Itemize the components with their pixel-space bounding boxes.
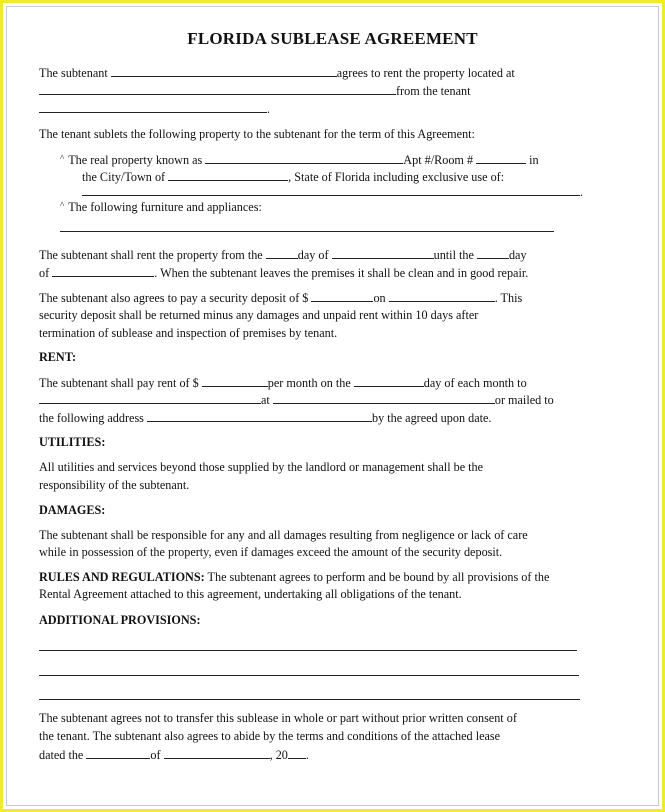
property-address-field[interactable] xyxy=(39,83,396,95)
term-text: day of xyxy=(297,248,329,262)
intro-text: from the tenant xyxy=(396,84,471,98)
rules-line-2: Rental Agreement attached to this agreement, undertaking all obligations of the tenant. xyxy=(39,587,462,601)
rent-text: the following address xyxy=(39,411,144,425)
apt-room-field[interactable] xyxy=(476,152,526,164)
term-line-2 xyxy=(39,265,528,280)
deposit-line-1 xyxy=(39,290,522,305)
rent-line-3 xyxy=(39,410,491,425)
additional-field-2[interactable] xyxy=(39,675,579,676)
term-text: day xyxy=(508,248,527,262)
deposit-amount-field[interactable] xyxy=(311,290,373,302)
utilities-line-2: responsibility of the subtenant. xyxy=(39,478,190,492)
rent-address-field[interactable] xyxy=(147,410,372,422)
property-lead: The tenant sublets the following property to the subtenant for the term of this Agreement: xyxy=(39,127,475,141)
bullet-mark: ^ xyxy=(60,153,65,163)
additional-field-1[interactable] xyxy=(39,650,577,651)
property-bullet-1-line-3 xyxy=(82,184,583,199)
intro-line-1 xyxy=(39,65,515,80)
closing-text: , 20 xyxy=(269,748,288,762)
intro-text: agrees to rent the property located at xyxy=(336,66,515,80)
exclusive-use-field[interactable] xyxy=(82,184,580,196)
rules-line-1 xyxy=(39,570,549,584)
end-month-field[interactable] xyxy=(52,265,154,277)
property-text: the City/Town of xyxy=(82,170,166,184)
bullet-mark: ^ xyxy=(60,200,65,210)
rent-text: or mailed to xyxy=(494,393,554,407)
property-text: The real property known as xyxy=(68,153,203,167)
deposit-line-3: termination of sublease and inspection of premises by tenant. xyxy=(39,326,338,340)
intro-text: The subtenant xyxy=(39,66,108,80)
start-month-field[interactable] xyxy=(332,247,434,259)
property-text: . xyxy=(580,185,584,199)
deposit-text: . This xyxy=(494,291,523,305)
damages-line-2: while in possession of the property, even if damages exceed the amount of the security deposit. xyxy=(39,545,503,559)
rent-text: per month on the xyxy=(267,376,351,390)
subtenant-name-field[interactable] xyxy=(111,65,337,77)
property-bullet-2 xyxy=(60,200,262,215)
intro-line-2 xyxy=(39,83,470,98)
closing-text: of xyxy=(150,748,161,762)
property-text: Apt #/Room # xyxy=(403,153,474,167)
closing-line-3 xyxy=(39,747,309,762)
utilities-heading: UTILITIES: xyxy=(39,435,106,449)
deposit-text: on xyxy=(373,291,386,305)
closing-text: . xyxy=(305,748,309,762)
rent-amount-field[interactable] xyxy=(202,375,268,387)
closing-line-1: The subtenant agrees not to transfer this sublease in whole or part without prior written consent of xyxy=(39,711,517,725)
document-title: FLORIDA SUBLEASE AGREEMENT xyxy=(187,29,478,48)
rent-text: by the agreed upon date. xyxy=(371,411,492,425)
term-text: until the xyxy=(433,248,474,262)
rent-line-2 xyxy=(39,392,554,407)
rules-text: The subtenant agrees to perform and be bound by all provisions of the xyxy=(204,570,550,584)
rent-heading: RENT: xyxy=(39,350,77,364)
lease-day-field[interactable] xyxy=(86,747,150,759)
intro-text: . xyxy=(267,102,271,116)
additional-heading: ADDITIONAL PROVISIONS: xyxy=(39,613,201,627)
furniture-field[interactable] xyxy=(60,231,554,232)
property-bullet-1-line-2 xyxy=(82,169,504,184)
deposit-date-field[interactable] xyxy=(389,290,495,302)
rent-location-field[interactable] xyxy=(273,392,495,404)
property-bullet-1 xyxy=(60,152,539,168)
rent-day-field[interactable] xyxy=(354,375,424,387)
rules-heading: RULES AND REGULATIONS: xyxy=(39,570,205,584)
lease-year-field[interactable] xyxy=(288,747,306,759)
start-day-field[interactable] xyxy=(266,247,298,259)
real-property-field[interactable] xyxy=(205,152,403,164)
utilities-line-1: All utilities and services beyond those supplied by the landlord or management shall be the xyxy=(39,460,484,474)
rent-line-1 xyxy=(39,375,527,390)
rent-text: The subtenant shall pay rent of $ xyxy=(39,376,199,390)
end-day-field[interactable] xyxy=(477,247,509,259)
lease-month-field[interactable] xyxy=(164,747,270,759)
term-text: The subtenant shall rent the property from the xyxy=(39,248,263,262)
damages-line-1: The subtenant shall be responsible for any and all damages resulting from negligence or lack of care xyxy=(39,528,528,542)
property-text: , State of Florida including exclusive use of: xyxy=(288,170,505,184)
deposit-line-2: security deposit shall be returned minus any damages and unpaid rent within 10 days after xyxy=(39,308,479,322)
additional-field-3[interactable] xyxy=(39,699,580,700)
rent-text: day of each month to xyxy=(423,376,527,390)
term-line-1 xyxy=(39,247,527,262)
term-text: of xyxy=(39,266,50,280)
city-town-field[interactable] xyxy=(168,169,288,181)
rent-payee-field[interactable] xyxy=(39,392,261,404)
term-text: . When the subtenant leaves the premises it shall be clean and in good repair. xyxy=(154,266,529,280)
rent-text: at xyxy=(261,393,270,407)
tenant-name-field[interactable] xyxy=(39,101,267,113)
property-text: The following furniture and appliances: xyxy=(68,200,262,214)
intro-line-3 xyxy=(39,101,270,116)
property-text: in xyxy=(529,153,539,167)
closing-line-2: the tenant. The subtenant also agrees to abide by the terms and conditions of the attached lease xyxy=(39,729,501,743)
damages-heading: DAMAGES: xyxy=(39,503,106,517)
closing-text: dated the xyxy=(39,748,84,762)
deposit-text: The subtenant also agrees to pay a security deposit of $ xyxy=(39,291,309,305)
